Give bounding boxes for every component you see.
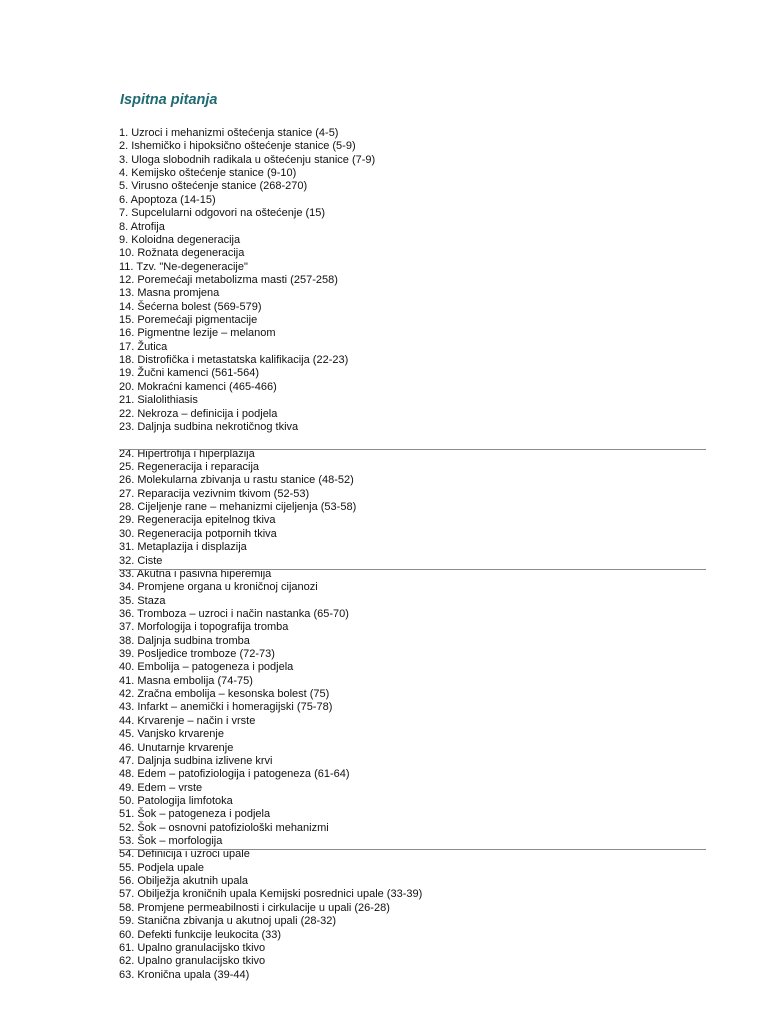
question-item: 9. Koloidna degeneracija [119, 233, 241, 246]
question-item: 19. Žučni kamenci (561-564) [119, 367, 260, 380]
question-item: 43. Infarkt – anemički i homeragijski (75-78) [119, 701, 333, 714]
question-item: 1. Uzroci i mehanizmi oštećenja stanice (4-5) [119, 127, 339, 139]
question-item: 58. Promjene permeabilnosti i cirkulacije u upali (26-28) [119, 901, 390, 914]
question-item: 56. Obilježja akutnih upala [119, 875, 249, 888]
question-item: 62. Upalno granulacijsko tkivo [119, 955, 266, 968]
question-item: 5. Virusno oštećenje stanice (268-270) [119, 180, 308, 193]
question-item: 15. Poremećaji pigmentacije [119, 314, 258, 327]
question-item: 39. Posljedice tromboze (72-73) [119, 648, 275, 661]
question-item: 4. Kemijsko oštećenje stanice (9-10) [119, 167, 297, 180]
question-item: 13. Masna promjena [119, 287, 220, 300]
question-item: 41. Masna embolija (74-75) [119, 674, 253, 687]
question-item: 45. Vanjsko krvarenje [119, 728, 224, 741]
question-item: 36. Tromboza – uzroci i način nastanka (65-70) [119, 607, 349, 620]
question-item: 48. Edem – patofiziologija i patogeneza (61-64) [119, 768, 350, 781]
exam-question-list [119, 127, 709, 982]
question-item: 23. Daljnja sudbina nekrotičnog tkiva [119, 420, 299, 433]
question-item: 35. Staza [119, 594, 166, 607]
question-item: 37. Morfologija i topografija tromba [119, 621, 289, 634]
question-item: 51. Šok – patogeneza i podjela [119, 808, 271, 821]
question-item: 6. Apoptoza (14-15) [119, 193, 216, 206]
question-item: 52. Šok – osnovni patofiziološki mehanizmi [119, 821, 329, 834]
question-item: 47. Daljnja sudbina izlivene krvi [119, 754, 273, 767]
section-divider [119, 849, 706, 850]
question-item: 17. Žutica [119, 340, 168, 353]
question-item: 44. Krvarenje – način i vrste [119, 714, 256, 727]
question-item: 16. Pigmentne lezije – melanom [119, 327, 276, 340]
question-item: 32. Ciste [119, 554, 163, 567]
question-item: 7. Supcelularni odgovori na oštećenje (15) [119, 207, 326, 220]
question-item: 34. Promjene organa u kroničnoj cijanozi [119, 581, 318, 594]
question-item: 24. Hipertrofija i hiperplazija [119, 447, 255, 460]
question-item: 12. Poremećaji metabolizma masti (257-258) [119, 273, 338, 286]
section-divider [119, 569, 706, 570]
question-item: 28. Cijeljenje rane – mehanizmi cijeljenja (53-58) [119, 501, 357, 514]
question-item: 42. Zračna embolija – kesonska bolest (75) [119, 688, 330, 701]
question-item: 61. Upalno granulacijsko tkivo [119, 941, 266, 954]
question-item: 30. Regeneracija potpornih tkiva [119, 527, 277, 540]
question-item: 46. Unutarnje krvarenje [119, 741, 234, 754]
question-item: 8. Atrofija [119, 220, 165, 233]
question-item: 49. Edem – vrste [119, 781, 203, 794]
question-item: 60. Defekti funkcije leukocita (33) [119, 928, 282, 941]
question-item: 27. Reparacija vezivnim tkivom (52-53) [119, 487, 310, 500]
page-title: Ispitna pitanja [120, 92, 218, 108]
question-item: 18. Distrofička i metastatska kalifikacija (22-23) [119, 354, 349, 367]
question-item: 10. Rožnata degeneracija [119, 247, 245, 260]
question-item: 22. Nekroza – definicija i podjela [119, 407, 278, 420]
question-item: 38. Daljnja sudbina tromba [119, 634, 250, 647]
question-item: 25. Regeneracija i reparacija [119, 460, 260, 473]
question-item: 29. Regeneracija epitelnog tkiva [119, 514, 276, 527]
question-item: 55. Podjela upale [119, 861, 205, 874]
question-item: 21. Sialolithiasis [119, 394, 198, 407]
blank-line [119, 434, 709, 447]
question-item: 54. Definicija i uzroci upale [119, 848, 250, 861]
question-item: 50. Patologija limfotoka [119, 794, 233, 807]
question-item: 57. Obilježja kroničnih upala Kemijski posrednici upale (33-39) [119, 888, 423, 901]
question-item: 3. Uloga slobodnih radikala u oštećenju stanice (7-9) [119, 153, 376, 166]
question-item: 14. Šećerna bolest (569-579) [119, 300, 262, 313]
question-item: 2. Ishemičko i hipoksično oštećenje stanice (5-9) [119, 140, 356, 153]
question-item: 53. Šok – morfologija [119, 835, 223, 848]
question-item: 40. Embolija – patogeneza i podjela [119, 661, 294, 674]
question-item: 11. Tzv. "Ne-degeneracije" [119, 260, 248, 273]
section-divider [119, 449, 706, 450]
question-item: 33. Akutna i pasivna hiperemija [119, 567, 272, 580]
question-item: 20. Mokraćni kamenci (465-466) [119, 380, 277, 393]
question-item: 59. Stanična zbivanja u akutnoj upali (28-32) [119, 915, 337, 928]
question-item: 63. Kronična upala (39-44) [119, 968, 250, 981]
question-item: 26. Molekularna zbivanja u rastu stanice (48-52) [119, 474, 354, 487]
question-item: 31. Metaplazija i displazija [119, 541, 247, 554]
